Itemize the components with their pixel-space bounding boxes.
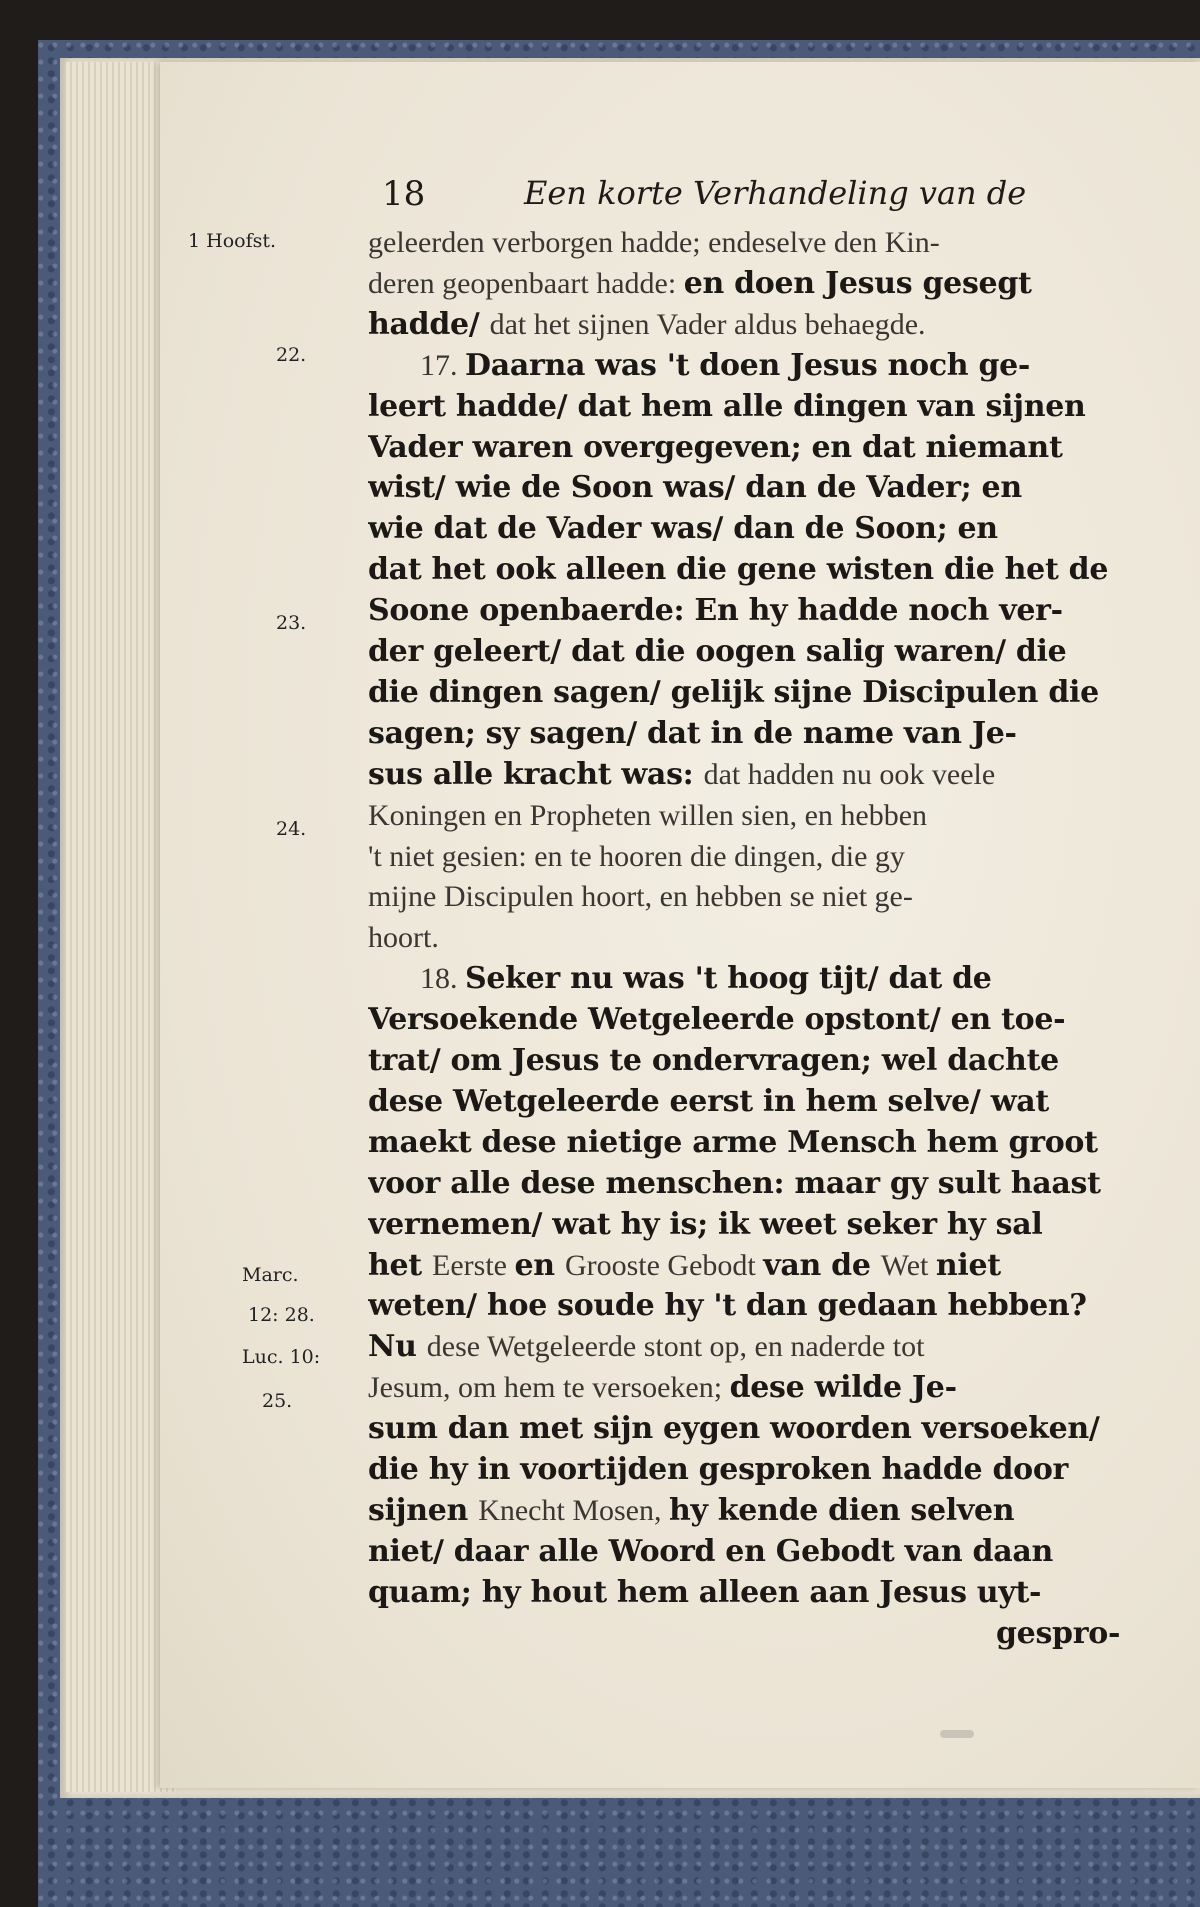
text-segment: sus alle kracht was: — [368, 756, 704, 792]
text-segment: dese Wetgeleerde eerst in hem selve/ wat — [368, 1083, 1049, 1119]
text-line — [368, 220, 1163, 264]
text-segment: wist/ wie de Soon was/ dan de Vader; en — [368, 470, 1022, 506]
text-segment: en doen Jesus gesegt — [683, 265, 1032, 301]
text-line — [368, 1488, 1163, 1532]
text-segment: Koningen en Propheten willen sien, en hebben — [368, 798, 928, 832]
text-segment: geleerden verborgen hadde; endeselve den Kin- — [368, 226, 940, 259]
text-segment: mijne Discipulen hoort, en hebben se niet ge- — [368, 880, 913, 914]
text-segment: sum dan met sijn eygen woorden versoeken/ — [368, 1411, 1100, 1447]
text-segment: niet/ daar alle Woord en Gebodt van daan — [368, 1533, 1054, 1569]
text-segment: hoort. — [368, 921, 439, 955]
text-segment: Knecht Mosen, — [478, 1493, 669, 1527]
text-line — [368, 874, 1163, 918]
text-segment: sagen; sy sagen/ dat in de name van Je- — [368, 715, 1017, 751]
text-segment: sijnen — [368, 1492, 479, 1528]
text-line — [368, 1161, 1163, 1205]
text-segment: vernemen/ wat hy is; ik weet seker hy sal — [368, 1206, 1043, 1242]
text-segment: 18. — [420, 962, 465, 996]
text-line — [368, 670, 1163, 714]
text-line — [368, 425, 1163, 469]
page-number: 18 — [382, 174, 426, 214]
text-line — [368, 1529, 1163, 1573]
text-segment: Eerste — [432, 1248, 515, 1282]
text-segment: Vader waren overgegeven; en dat niemant — [368, 429, 1063, 465]
text-line — [420, 343, 1200, 387]
text-segment: dese wilde Je- — [729, 1370, 957, 1406]
text-segment: voor alle dese menschen: maar gy sult haast — [368, 1165, 1101, 1201]
text-segment: Jesum, om hem te versoeken; — [368, 1371, 730, 1405]
text-line — [368, 1038, 1163, 1082]
text-segment: 't niet gesien: en te hooren die dingen, die gy — [368, 839, 905, 873]
text-segment: weten/ hoe soude hy 't dan gedaan hebben? — [368, 1288, 1087, 1324]
text-line — [368, 1120, 1163, 1164]
text-segment: niet — [935, 1247, 1001, 1283]
text-line — [368, 793, 1163, 837]
text-segment: 17. — [420, 348, 465, 382]
text-line — [368, 1406, 1163, 1450]
text-segment: Versoekende Wetgeleerde opstont/ en toe- — [368, 1002, 1066, 1038]
margin-note-luc: Luc. 10: — [242, 1346, 321, 1368]
text-line — [368, 752, 1163, 796]
text-segment: Grooste Gebodt — [564, 1248, 764, 1282]
margin-note-luc-ref: 25. — [262, 1390, 293, 1412]
text-segment: Wet — [880, 1248, 936, 1282]
text-segment: hy kende dien selven — [669, 1492, 1015, 1528]
text-line — [368, 1283, 1163, 1327]
text-segment: wie dat de Vader was/ dan de Soon; en — [368, 511, 998, 547]
text-segment: gespro- — [996, 1615, 1121, 1651]
ink-blot — [940, 1730, 974, 1738]
margin-note-24: 24. — [276, 818, 307, 840]
text-segment: quam; hy hout hem alleen aan Jesus uyt- — [368, 1574, 1042, 1610]
margin-note-marc: Marc. — [242, 1264, 299, 1286]
margin-note-23: 23. — [276, 612, 307, 634]
text-segment: leert hadde/ dat hem alle dingen van sijnen — [368, 388, 1086, 424]
text-line — [368, 588, 1163, 632]
text-segment: der geleert/ dat die oogen salig waren/ die — [368, 634, 1067, 669]
text-segment: en — [514, 1247, 565, 1283]
text-segment: trat/ om Jesus te ondervragen; wel dachte — [368, 1043, 1059, 1078]
text-segment: het — [368, 1247, 433, 1283]
running-title: Een korte Verhandeling van de — [524, 174, 1027, 212]
text-line — [368, 711, 1163, 755]
text-line — [368, 1202, 1163, 1246]
text-segment: maekt dese nietige arme Mensch hem groot — [368, 1124, 1098, 1160]
text-line — [368, 629, 1163, 673]
text-line — [368, 1243, 1163, 1287]
text-segment: dese Wetgeleerde stont op, en naderde tot — [426, 1330, 925, 1364]
text-line — [368, 1365, 1163, 1409]
text-segment: deren geopenbaart hadde: — [368, 266, 684, 300]
margin-note-hoofst: 1 Hoofst. — [188, 230, 277, 252]
text-segment: die hy in voortijden gesproken hadde door — [368, 1452, 1069, 1487]
margin-note-marc-ref: 12: 28. — [248, 1304, 315, 1326]
page-header — [362, 168, 1062, 216]
text-segment: dat hadden nu ook veele — [703, 757, 996, 791]
text-line — [368, 1447, 1163, 1491]
text-segment: Nu — [368, 1329, 427, 1365]
text-segment: dat het sijnen Vader aldus behaegde. — [489, 307, 926, 341]
text-line — [368, 302, 1163, 346]
text-line — [368, 384, 1163, 428]
text-segment: dat het ook alleen die gene wisten die het de — [368, 552, 1109, 588]
text-segment: Daarna was 't doen Jesus noch ge- — [465, 347, 1031, 383]
text-segment: Soone openbaerde: En hy hadde noch ver- — [368, 593, 1063, 629]
text-line — [368, 506, 1163, 550]
text-line — [368, 261, 1163, 305]
text-segment: hadde/ — [368, 306, 490, 342]
margin-note-22: 22. — [276, 344, 307, 366]
text-line — [368, 915, 1163, 959]
text-line — [368, 997, 1163, 1041]
text-line — [368, 834, 1163, 878]
text-line — [420, 956, 1200, 1000]
text-line — [368, 1570, 1163, 1614]
text-line — [368, 1324, 1163, 1368]
text-line — [368, 547, 1163, 591]
text-line — [996, 1611, 1200, 1655]
text-segment: Seker nu was 't hoog tijt/ dat de — [465, 961, 992, 997]
text-segment: van de — [763, 1247, 881, 1283]
text-line — [368, 1079, 1163, 1123]
text-line — [368, 465, 1163, 509]
text-segment: die dingen sagen/ gelijk sijne Discipulen die — [368, 674, 1099, 710]
